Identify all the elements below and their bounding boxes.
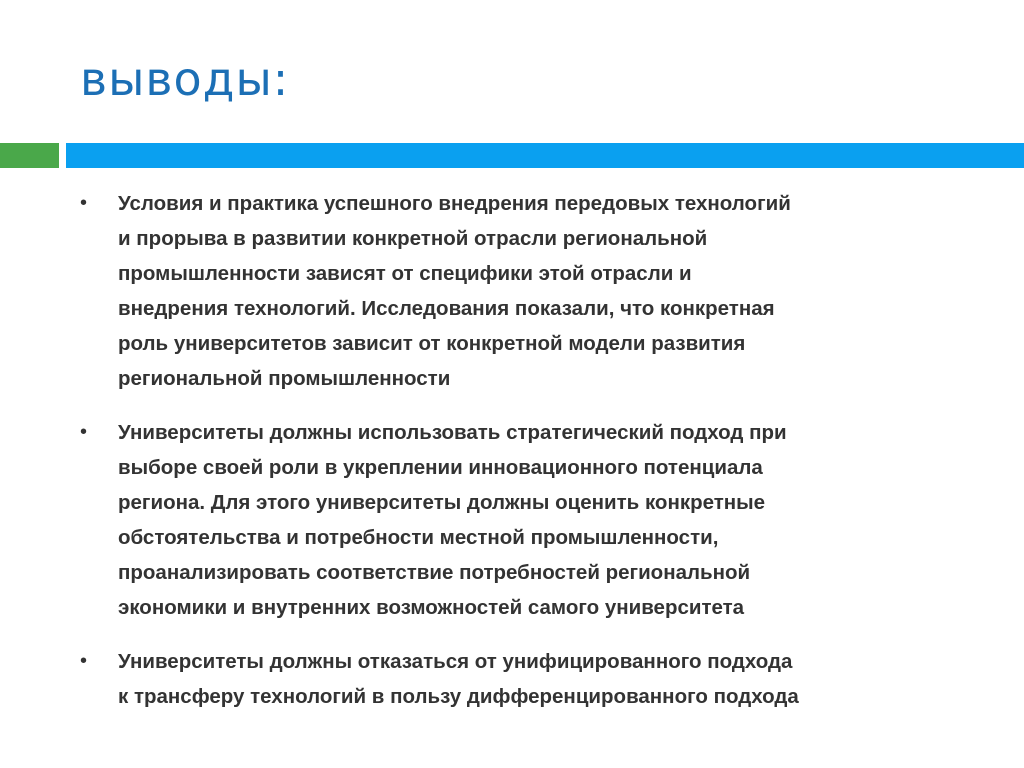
- title-accent-bar-blue: [66, 143, 1024, 168]
- bullet-text: [118, 644, 799, 714]
- bullet-item: [80, 186, 980, 396]
- bullet-line: экономики и внутренних возможностей самого университета: [118, 596, 745, 619]
- bullet-line: обстоятельства и потребности местной промышленности,: [118, 526, 719, 549]
- bullet-item: [80, 644, 980, 714]
- bullet-line: к трансферу технологий в пользу дифференцированного подхода: [118, 685, 799, 708]
- slide-title: выводы:: [80, 52, 290, 106]
- bullet-text: [118, 415, 787, 625]
- bullet-line: роль университетов зависит от конкретной модели развития: [118, 332, 746, 355]
- bullet-line: Университеты должны использовать стратегический подход при: [118, 421, 787, 444]
- bullet-line: проанализировать соответствие потребностей региональной: [118, 561, 751, 584]
- bullet-line: региона. Для этого университеты должны оценить конкретные: [118, 491, 766, 514]
- bullet-line: внедрения технологий. Исследования показали, что конкретная: [118, 297, 775, 320]
- bullet-item: [80, 415, 980, 625]
- bullet-line: выборе своей роли в укреплении инновационного потенциала: [118, 456, 763, 479]
- bullet-icon: •: [80, 192, 88, 214]
- bullet-line: региональной промышленности: [118, 367, 451, 390]
- bullet-line: и прорыва в развитии конкретной отрасли региональной: [118, 227, 708, 250]
- bullet-list: [80, 186, 980, 733]
- bullet-line: Условия и практика успешного внедрения передовых технологий: [118, 192, 791, 215]
- bullet-icon: •: [80, 421, 88, 443]
- bullet-text: [118, 186, 791, 396]
- bullet-line: Университеты должны отказаться от унифицированного подхода: [118, 650, 793, 673]
- title-accent-bar-green: [0, 143, 59, 168]
- bullet-icon: •: [80, 650, 88, 672]
- bullet-line: промышленности зависят от специфики этой отрасли и: [118, 262, 692, 285]
